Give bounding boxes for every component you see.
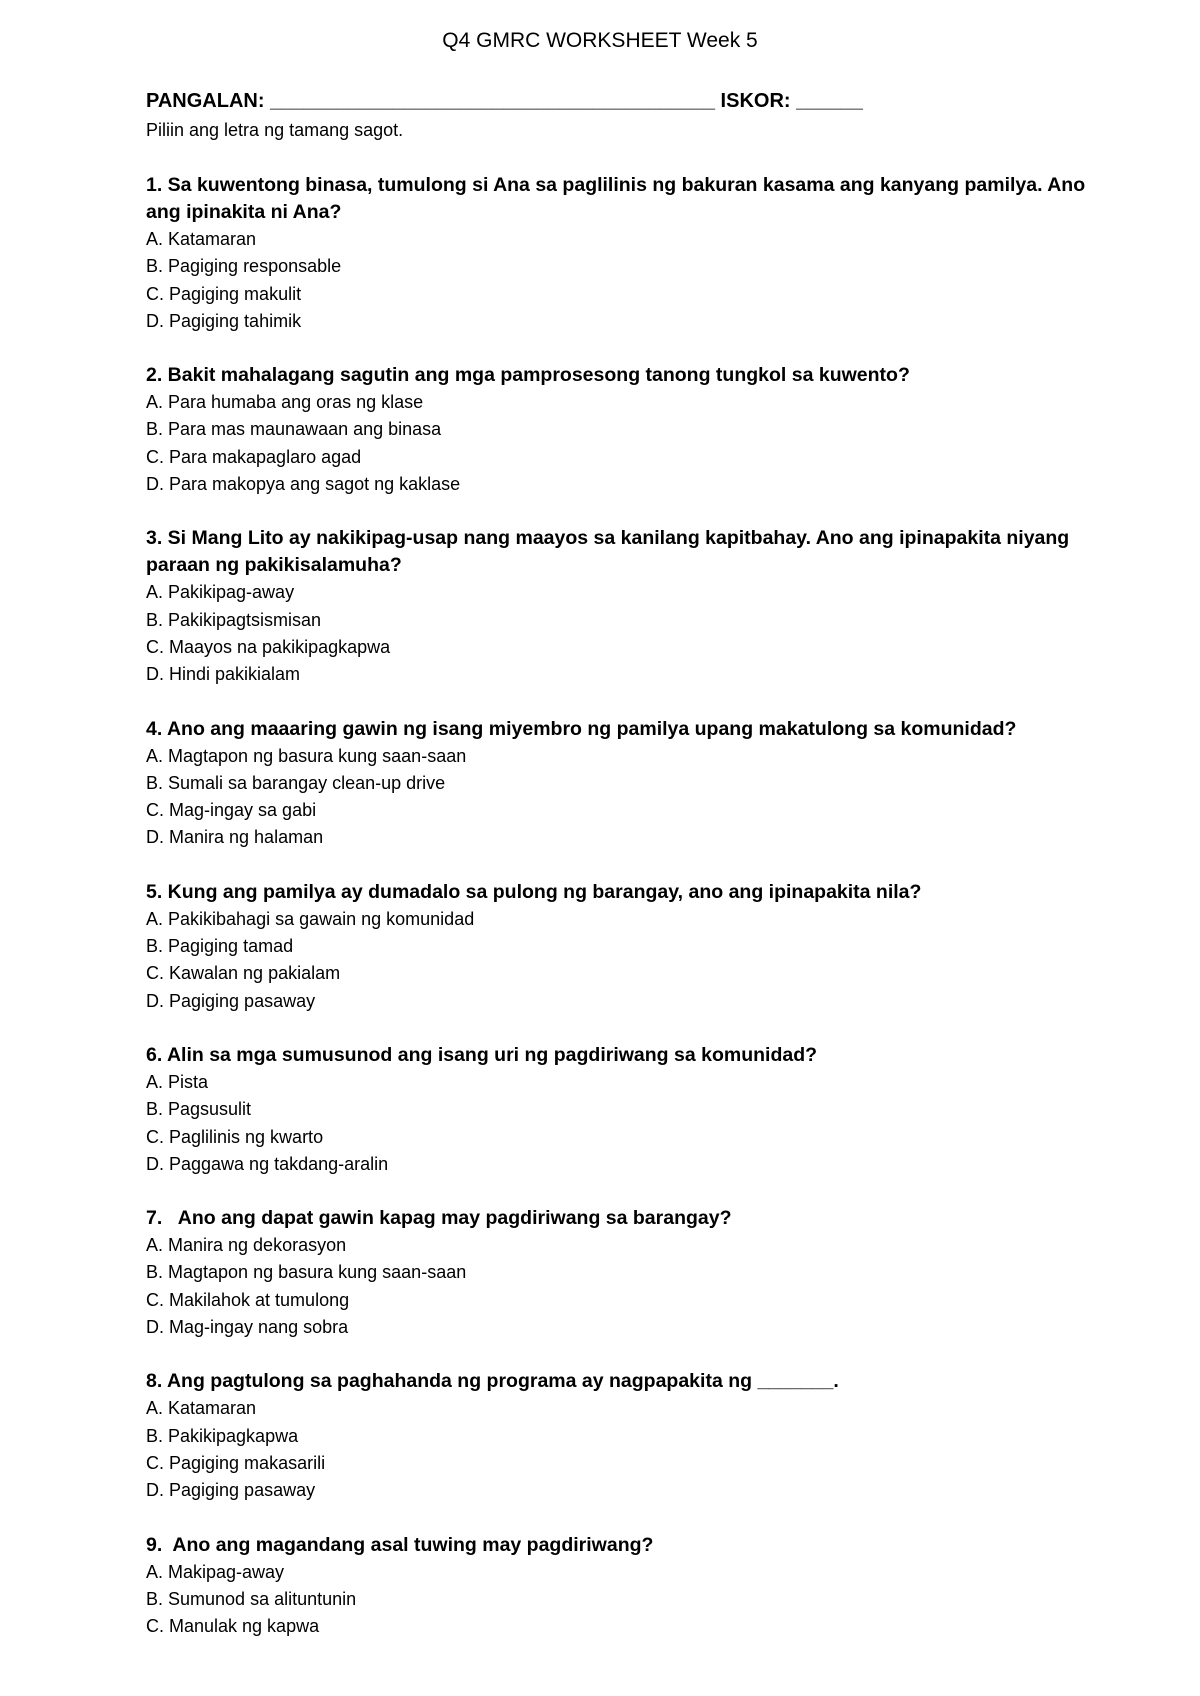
choice-a: A. Para humaba ang oras ng klase <box>146 392 424 413</box>
choice-b: B. Pakikipagkapwa <box>146 1425 299 1446</box>
question-text: 8. Ang pagtulong sa paghahanda ng programa ay nagpapakita ng _______. <box>146 1370 839 1393</box>
instructions: Piliin ang letra ng tamang sagot. <box>146 120 404 140</box>
choice-c: C. Makilahok at tumulong <box>146 1289 350 1310</box>
choice-c: C. Paglilinis ng kwarto <box>146 1126 324 1147</box>
choice-c: C. Maayos na pakikipagkapwa <box>146 636 391 657</box>
question-text: 9. Ano ang magandang asal tuwing may pagdiriwang? <box>146 1533 654 1556</box>
question-9 <box>146 1532 1086 1641</box>
question-2 <box>146 362 1086 498</box>
choice-b: B. Pagiging tamad <box>146 936 294 957</box>
choice-a: A. Pakikipag-away <box>146 582 295 603</box>
choice-a: A. Makipag-away <box>146 1561 285 1582</box>
choice-c: C. Pagiging makasarili <box>146 1452 326 1473</box>
question-text: 1. Sa kuwentong binasa, tumulong si Ana sa paglilinis ng bakuran kasama ang kanyang pamilya. Ano ang ipinakita ni Ana? <box>146 174 1086 223</box>
choice-b: B. Sumunod sa alituntunin <box>146 1588 357 1609</box>
choice-a: A. Pista <box>146 1071 209 1092</box>
choice-a: A. Katamaran <box>146 229 257 249</box>
choice-b: B. Pagsusulit <box>146 1099 252 1120</box>
choice-b: B. Magtapon ng basura kung saan-saan <box>146 1262 467 1283</box>
worksheet-title: Q4 GMRC WORKSHEET Week 5 <box>442 29 758 52</box>
question-4 <box>146 716 1086 852</box>
question-5 <box>146 879 1086 1015</box>
choice-d: D. Mag-ingay nang sobra <box>146 1317 349 1338</box>
choice-b: B. Sumali sa barangay clean-up drive <box>146 772 446 793</box>
choice-b: B. Para mas maunawaan ang binasa <box>146 419 442 440</box>
choice-c: C. Mag-ingay sa gabi <box>146 800 317 821</box>
choice-a: A. Katamaran <box>146 1398 257 1419</box>
choice-a: A. Magtapon ng basura kung saan-saan <box>146 745 467 766</box>
choice-d: D. Manira ng halaman <box>146 827 324 848</box>
choice-a: A. Manira ng dekorasyon <box>146 1235 347 1256</box>
choice-d: D. Pagiging pasaway <box>146 990 316 1011</box>
choice-d: D. Paggawa ng takdang-aralin <box>146 1153 389 1174</box>
question-6 <box>146 1042 1086 1178</box>
choice-b: B. Pagiging responsable <box>146 256 342 277</box>
question-text: 6. Alin sa mga sumusunod ang isang uri ng pagdiriwang sa komunidad? <box>146 1043 818 1066</box>
question-list <box>146 172 1086 1667</box>
name-score-line: PANGALAN: ________________________________________ ISKOR: ______ <box>146 90 863 112</box>
question-text: 7. Ano ang dapat gawin kapag may pagdiriwang sa barangay? <box>146 1207 732 1230</box>
question-text: 4. Ano ang maaaring gawin ng isang miyembro ng pamilya upang makatulong sa komunidad? <box>146 717 1017 740</box>
question-text: 3. Si Mang Lito ay nakikipag-usap nang maayos sa kanilang kapitbahay. Ano ang ipinapakita niyang paraan ng pakikisalamuha? <box>146 527 1070 577</box>
choice-d: D. Para makopya ang sagot ng kaklase <box>146 474 461 495</box>
question-3 <box>146 525 1086 688</box>
choice-d: D. Pagiging tahimik <box>146 310 302 331</box>
choice-b: B. Pakikipagtsismisan <box>146 609 322 630</box>
choice-c: C. Manulak ng kapwa <box>146 1616 320 1637</box>
question-text: 2. Bakit mahalagang sagutin ang mga pamprosesong tanong tungkol sa kuwento? <box>146 364 910 387</box>
choice-c: C. Para makapaglaro agad <box>146 446 362 467</box>
choice-d: D. Pagiging pasaway <box>146 1480 316 1501</box>
choice-a: A. Pakikibahagi sa gawain ng komunidad <box>146 908 475 929</box>
choice-c: C. Pagiging makulit <box>146 283 302 304</box>
question-8 <box>146 1368 1086 1504</box>
question-1 <box>146 172 1086 335</box>
choice-d: D. Hindi pakikialam <box>146 664 301 685</box>
choice-c: C. Kawalan ng pakialam <box>146 963 341 984</box>
question-7 <box>146 1205 1086 1341</box>
question-text: 5. Kung ang pamilya ay dumadalo sa pulong ng barangay, ano ang ipinapakita nila? <box>146 880 922 903</box>
